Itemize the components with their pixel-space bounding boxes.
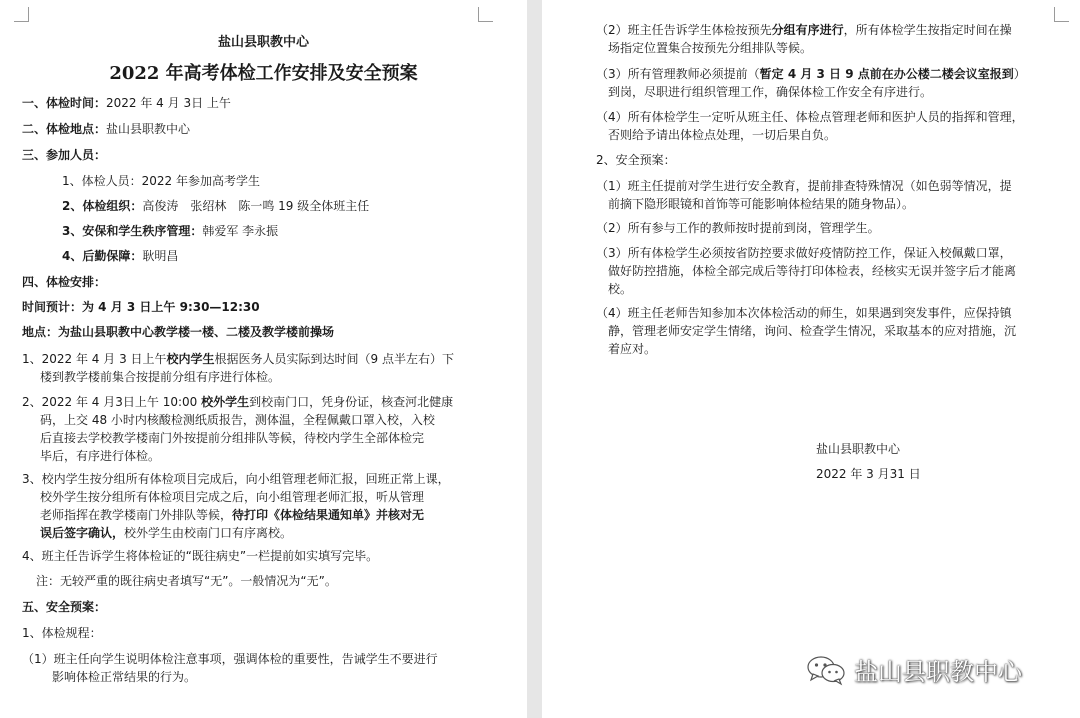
participant-item [62,247,178,265]
school-name: 盐山县职教中心 [217,35,309,50]
safety-item-4-cont: 静，管理老师安定学生情绪，询问、检查学生情况，采取基本的应对措施，沉 [608,324,1017,338]
text-run: 校外学生由校南门口有序离校。 [124,526,293,540]
time-estimate: 时间预计：为 4 月 3 日上午 9:30—12:30 [22,300,260,314]
participant-value: 高俊涛 张绍林 陈一鸣 19 级全体班主任 [142,199,370,213]
arrangement-item-2-cont: 毕后，有序进行体检。 [40,449,161,463]
crop-mark [478,7,493,22]
text-run: ） [1013,67,1026,81]
safety-item-1: （1）班主任提前对学生进行安全教育，提前排查特殊情况（如色弱等情况，提 [596,179,1012,193]
section-label: 一、体检时间： [22,96,107,110]
note: 注：无较严重的既往病史者填写“无”。一般情况为“无”。 [36,574,337,588]
safety-item-2: （2）所有参与工作的教师按时提前到岗，管理学生。 [596,221,880,235]
safety-item-4-cont: 着应对。 [608,342,657,356]
watermark-text: 盐山县职教中心 [854,658,1022,686]
arrangement-item-3-cont: 校外学生按分组所有体检项目完成之后，向小组管理老师汇报，听从管理 [40,490,425,504]
signature-org: 盐山县职教中心 [816,442,901,456]
safety-item-1-cont: 前摘下隐形眼镜和首饰等可能影响体检结果的随身物品）。 [608,197,915,211]
rule-4: （4）所有体检学生一定听从班主任、体检点管理老师和医护人员的指挥和管理， [596,110,1024,124]
rule-3 [596,65,1026,83]
arrangement-item-2-cont: 码，上交 48 小时内核酸检测纸质报告，测体温，全程佩戴口罩入校，入校 [40,413,435,427]
text-run: 老师指挥在教学楼南门外排队等候， [40,508,233,522]
participant-label: 3、安保和学生秩序管理： [62,224,203,238]
text-run: 根据医务人员实际到达时间（9 点半左右）下 [214,352,454,366]
text-run: 校外学生 [201,395,250,409]
participant-value: 耿明昌 [142,249,179,263]
participant-item [62,222,278,240]
document-page-right [542,0,1080,718]
rules-heading: 1、体检规程： [22,626,102,640]
section-arrangement: 四、体检安排： [22,275,107,289]
arrangement-item-1-cont: 楼到教学楼前集合按提前分组有序进行体检。 [40,370,281,384]
safety-item-3-cont: 做好防控措施，体检全部完成后等待打印体检表，经核实无误并签字后才能离 [608,264,1017,278]
arrangement-item-2 [22,393,453,411]
arrangement-item-3-cont [40,506,424,524]
safety-item-4: （4）班主任老师告知参加本次体检活动的师生，如果遇到突发事件，应保持镇 [596,306,1012,320]
text-run: 2、2022 年 4 月3日上午 10:00 [22,395,202,409]
document-page-left [0,0,527,718]
arrangement-item-4: 4、班主任告诉学生将体检证的“既往病史”一栏提前如实填写完毕。 [22,549,379,563]
arrangement-item-2-cont: 后直接去学校教学楼南门外按提前分组排队等候，待校内学生全部体检完 [40,431,425,445]
rule-1: （1）班主任向学生说明体检注意事项，强调体检的重要性，告诫学生不要进行 [22,652,438,666]
text-run: 1、2022 年 4 月 3 日上午 [22,352,167,366]
section-safety: 五、安全预案： [22,600,107,614]
participant-label: 2、体检组织： [62,199,143,213]
rule-2 [596,21,1012,39]
safety-plan-heading: 2、安全预案： [596,153,676,167]
safety-item-3-cont: 校。 [608,282,633,296]
text-run: 暂定 4 月 3 日 9 点前在办公楼二楼会议室报到 [759,67,1014,81]
rule-2-cont: 场指定位置集合按预先分组排队等候。 [608,41,813,55]
crop-mark [1054,7,1069,22]
arrangement-item-1 [22,350,454,368]
exam-place: 盐山县职教中心 [106,122,191,136]
exam-time: 2022 年 4 月 3日 上午 [106,96,231,110]
participant-label: 4、后勤保障： [62,249,143,263]
safety-item-3: （3）所有体检学生必须按省防控要求做好疫情防控工作，保证入校佩戴口罩， [596,246,1012,260]
participant-item [62,197,369,215]
section-time [22,94,231,112]
rule-4-cont: 否则给予请出体检点处理，一切后果自负。 [608,128,837,142]
rule-1-cont: 影响体检正常结果的行为。 [52,670,197,684]
participant-item: 1、体检人员：2022 年参加高考学生 [62,174,260,188]
section-place [22,120,190,138]
section-label: 二、体检地点： [22,122,107,136]
arrangement-item-3-cont [40,524,292,542]
rule-3-cont: 到岗，尽职进行组织管理工作，确保体检工作安全有序进行。 [608,85,933,99]
participant-value: 韩爱军 李永振 [202,224,279,238]
arrangement-item-3: 3、校内学生按分组所有体检项目完成后，向小组管理老师汇报，回班正常上课， [22,472,450,486]
section-participants: 三、参加人员： [22,148,107,162]
wechat-icon [806,654,846,686]
text-run: （2）班主任告诉学生体检按预先 [596,23,772,37]
text-run: 误后签字确认， [40,526,125,540]
text-run: （3）所有管理教师必须提前（ [596,67,760,81]
text-run: ，所有体检学生按指定时间在操 [843,23,1012,37]
page-title: 2022 年高考体检工作安排及安全预案 [109,63,418,84]
text-run: 分组有序进行 [771,23,844,37]
text-run: 校内学生 [166,352,215,366]
text-run: 到校南门口，凭身份证，核查河北健康 [249,395,454,409]
signature-date: 2022 年 3 月31 日 [816,467,921,481]
wechat-watermark [806,652,1022,687]
text-run: 待打印《体检结果通知单》并核对无 [232,508,425,522]
crop-mark [14,7,29,22]
exam-location: 地点：为盐山县职教中心教学楼一楼、二楼及教学楼前操场 [22,325,335,339]
